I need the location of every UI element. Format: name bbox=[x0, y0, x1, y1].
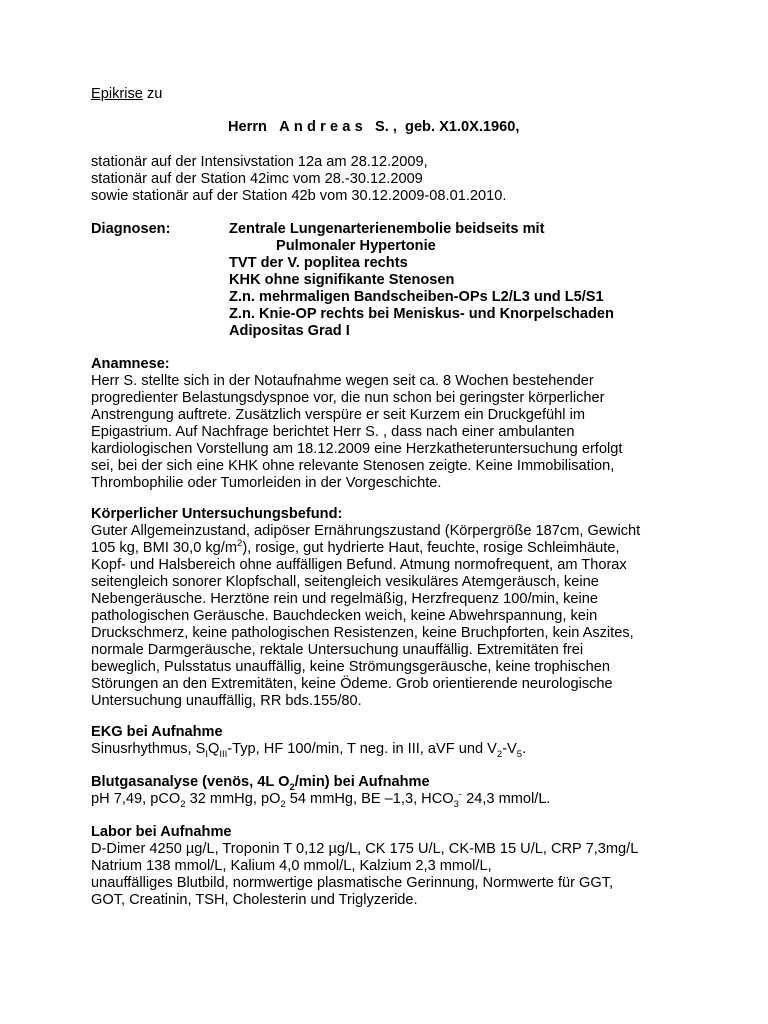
ekg-line: Sinusrhythmus, $S_IQ_{III}$-Typ, HF 100/min, T neg. in III, aVF und $V_2-V_5$. bbox=[91, 741, 527, 760]
stay-line: stationär auf der Intensivstation 12a am 28.12.2009, bbox=[91, 154, 428, 170]
stay-line: stationär auf der Station 42imc vom 28.-30.12.2009 bbox=[91, 171, 423, 187]
koerper-line: Untersuchung unauffällig, RR bds.155/80. bbox=[91, 693, 362, 709]
anamnese-line: Thrombophilie oder Tumorleiden in der Vorgeschichte. bbox=[91, 475, 442, 491]
anamnese-line: Epigastrium. Auf Nachfrage berichtet Herr S. , dass nach einer ambulanten bbox=[91, 424, 575, 440]
anamnese-line: sei, bei der sich eine KHK ohne relevante Stenosen zeigte. Keine Immobilisation, bbox=[91, 458, 615, 474]
stay-line: sowie stationär auf der Station 42b vom 30.12.2009-08.01.2010. bbox=[91, 188, 507, 204]
koerper-line: Guter Allgemeinzustand, adipöser Ernährungszustand (Körpergröße 187cm, Gewicht bbox=[91, 523, 641, 539]
labor-line: D-Dimer 4250 µg/L, Troponin T 0,12 µg/L, CK 175 U/L, CK-MB 15 U/L, CRP 7,3mg/L bbox=[91, 841, 639, 857]
koerper-line: Kopf- und Halsbereich ohne auffälligen Befund. Atmung normofrequent, am Thorax bbox=[91, 557, 627, 573]
labor-line: GOT, Creatinin, TSH, Cholesterin und Triglyzeride. bbox=[91, 892, 418, 908]
anamnese-line: kardiologischen Vorstellung am 18.12.2009 eine Herzkatheteruntersuchung erfolgt bbox=[91, 441, 623, 457]
koerper-line: seitengleich sonorer Klopfschall, seitengleich vesikuläres Atemgeräusch, keine bbox=[91, 574, 599, 590]
document-title bbox=[91, 86, 162, 103]
anamnese-line: progredienter Belastungsdyspnoe vor, die nun schon bei geringster körperlicher bbox=[91, 390, 605, 406]
title-suffix: zu bbox=[142, 86, 163, 102]
koerper-line: Störungen an den Extremitäten, keine Ödeme. Grob orientierende neurologische bbox=[91, 676, 613, 692]
diagnosis-item: Pulmonaler Hypertonie bbox=[276, 238, 436, 254]
labor-line: unauffälliges Blutbild, normwertige plasmatische Gerinnung, Normwerte für GGT, bbox=[91, 875, 614, 891]
koerper-line: Druckschmerz, keine pathologischen Resistenzen, keine Bruchpforten, kein Aszites, bbox=[91, 625, 634, 641]
diagnosis-item: Z.n. mehrmaligen Bandscheiben-OPs L2/L3 und L5/S1 bbox=[229, 289, 604, 305]
bga-line: pH 7,49, pCO$_2$ 32 mmHg, $pO_2$ 54 mmHg, BE –1,3, $HCO_3^-$ 24,3 mmol/L. bbox=[91, 789, 551, 810]
diagnosis-item: Zentrale Lungenarterienembolie beidseits mit bbox=[229, 221, 545, 237]
anamnese-line: Herr S. stellte sich in der Notaufnahme wegen seit ca. 8 Wochen bestehender bbox=[91, 373, 594, 389]
diagnosis-item: TVT der V. poplitea rechts bbox=[229, 255, 408, 271]
labor-heading: Labor bei Aufnahme bbox=[91, 824, 232, 840]
diagnosis-item: Z.n. Knie-OP rechts bei Meniskus- und Knorpelschaden bbox=[229, 306, 614, 322]
koerper-line: normale Darmgeräusche, rektale Untersuchung unauffällig. Extremitäten frei bbox=[91, 642, 584, 658]
diagnosis-item: KHK ohne signifikante Stenosen bbox=[229, 272, 455, 288]
koerper-heading: Körperlicher Untersuchungsbefund: bbox=[91, 506, 343, 522]
patient-salutation: Herrn bbox=[228, 119, 267, 135]
labor-line: Natrium 138 mmol/L, Kalium 4,0 mmol/L, Kalzium 2,3 mmol/L, bbox=[91, 858, 492, 874]
anamnese-heading: Anamnese: bbox=[91, 356, 170, 372]
anamnese-line: Anstrengung auftrete. Zusätzlich verspüre er seit Kurzem ein Druckgefühl im bbox=[91, 407, 585, 423]
koerper-line: beweglich, Pulsstatus unauffällig, keine Strömungsgeräusche, keine trophischen bbox=[91, 659, 610, 675]
koerper-line: pathologischen Geräusche. Bauchdecken weich, keine Abwehrspannung, kein bbox=[91, 608, 598, 624]
patient-last-initial: S. , bbox=[375, 119, 397, 135]
patient-birth: geb. X1.0X.1960, bbox=[405, 119, 520, 135]
koerper-line: 105 kg, BMI 30,0 $kg/m^2$), rosige, gut hydrierte Haut, feuchte, rosige Schleimhäute, bbox=[91, 538, 620, 556]
title-label: Epikrise bbox=[91, 86, 143, 102]
diagnosis-item: Adipositas Grad I bbox=[229, 323, 350, 339]
patient-first-name: Andreas bbox=[279, 119, 367, 135]
koerper-line: Nebengeräusche. Herztöne rein und regelmäßig, Herzfrequenz 100/min, keine bbox=[91, 591, 599, 607]
ekg-heading: EKG bei Aufnahme bbox=[91, 724, 223, 740]
bga-heading: Blutgasanalyse (venös, 4L $O_2/\min$) bei Aufnahme bbox=[91, 774, 430, 793]
patient-line bbox=[228, 119, 519, 136]
diagnoses-label: Diagnosen: bbox=[91, 221, 171, 237]
